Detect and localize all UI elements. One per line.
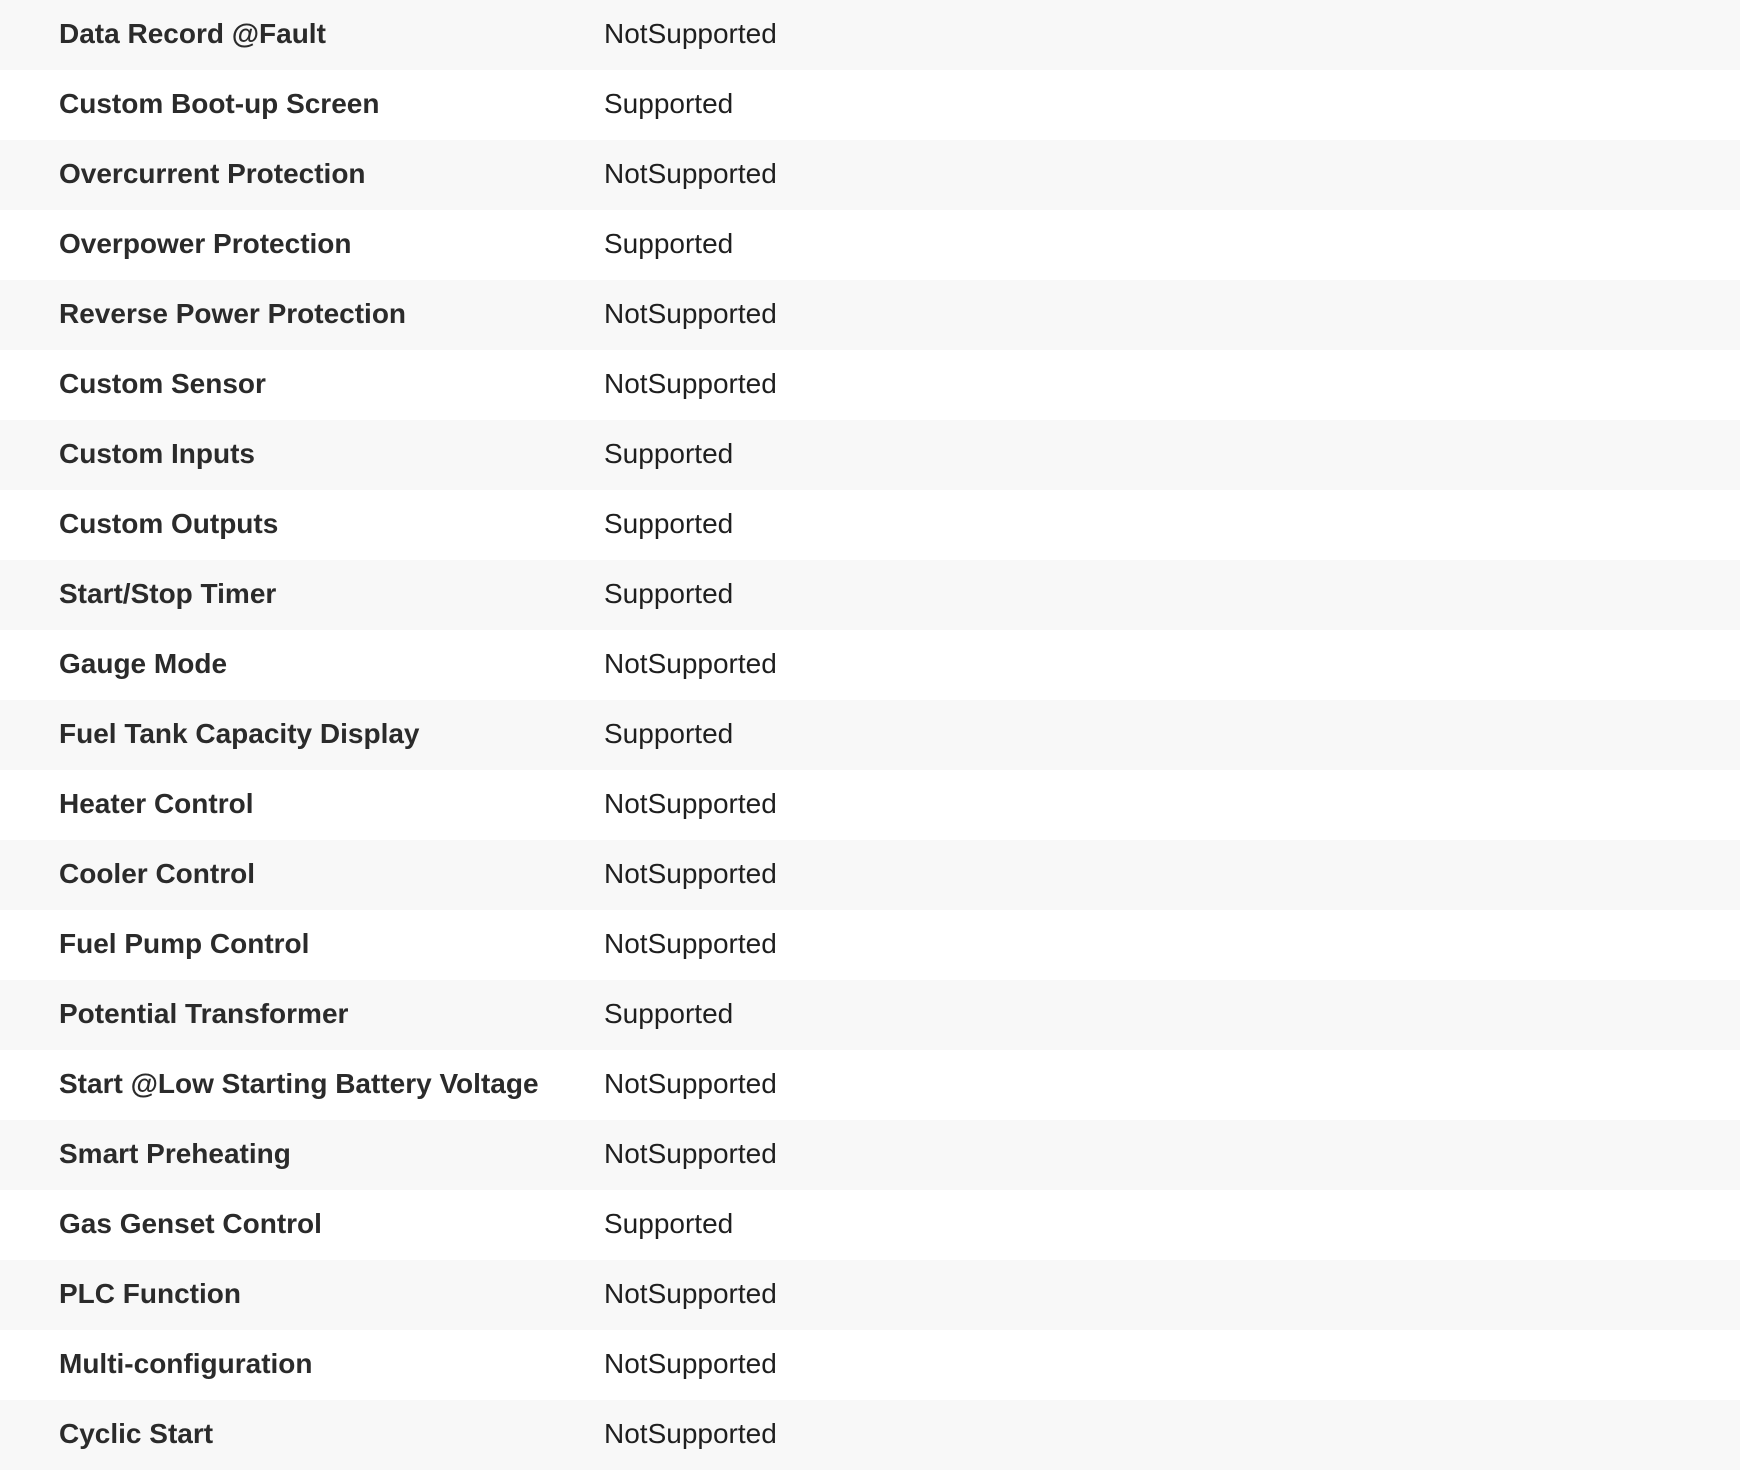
feature-name: Heater Control [59,788,254,819]
feature-name-cell [0,560,604,630]
table-row [0,1400,1740,1470]
feature-name-cell [0,210,604,280]
feature-status-cell [604,420,1740,490]
feature-status: Supported [604,228,734,259]
feature-status-cell [604,700,1740,770]
feature-name-cell [0,980,604,1050]
feature-name-cell [0,910,604,980]
feature-status-cell [604,840,1740,910]
feature-name: Overpower Protection [59,228,352,259]
feature-status-cell [604,140,1740,210]
feature-status: Supported [604,508,734,539]
table-row [0,210,1740,280]
feature-name-cell [0,490,604,560]
table-row [0,1120,1740,1190]
feature-name: Cooler Control [59,858,255,889]
feature-name: Data Record @Fault [59,18,326,49]
feature-status-cell [604,910,1740,980]
feature-status: NotSupported [604,368,777,399]
feature-status-cell [604,1260,1740,1330]
table-row [0,0,1740,70]
feature-name: Fuel Tank Capacity Display [59,718,420,749]
feature-status-cell [604,280,1740,350]
table-row [0,910,1740,980]
table-row [0,980,1740,1050]
feature-status-cell [604,490,1740,560]
feature-status: NotSupported [604,1348,777,1379]
feature-status-cell [604,0,1740,70]
feature-name: Reverse Power Protection [59,298,407,329]
feature-name-cell [0,700,604,770]
feature-name-cell [0,1260,604,1330]
feature-status: NotSupported [604,1278,777,1309]
feature-name-cell [0,840,604,910]
table-row [0,1050,1740,1120]
table-row [0,350,1740,420]
table-row [0,1260,1740,1330]
table-row [0,630,1740,700]
feature-status-cell [604,1400,1740,1470]
table-row [0,840,1740,910]
feature-name: Gauge Mode [59,648,228,679]
feature-name-cell [0,630,604,700]
feature-name-cell [0,770,604,840]
feature-status: NotSupported [604,158,777,189]
feature-status: NotSupported [604,928,777,959]
feature-name: PLC Function [59,1278,241,1309]
table-row [0,700,1740,770]
feature-status-cell [604,980,1740,1050]
table-row [0,280,1740,350]
feature-status-cell [604,70,1740,140]
feature-name-cell [0,350,604,420]
feature-name: Potential Transformer [59,998,349,1029]
feature-name-cell [0,1120,604,1190]
feature-status-cell [604,560,1740,630]
table-row [0,490,1740,560]
table-row [0,560,1740,630]
feature-name-cell [0,1050,604,1120]
feature-name: Fuel Pump Control [59,928,310,959]
feature-status-cell [604,770,1740,840]
feature-status-cell [604,210,1740,280]
feature-status-cell [604,350,1740,420]
feature-status: Supported [604,718,734,749]
table-row [0,420,1740,490]
feature-status: NotSupported [604,18,777,49]
feature-name: Overcurrent Protection [59,158,366,189]
feature-name: Gas Genset Control [59,1208,322,1239]
feature-name-cell [0,70,604,140]
feature-status-cell [604,1050,1740,1120]
feature-name: Custom Inputs [59,438,255,469]
feature-status: NotSupported [604,1138,777,1169]
feature-status-cell [604,630,1740,700]
feature-name: Start/Stop Timer [59,578,277,609]
feature-status: NotSupported [604,788,777,819]
feature-name: Cyclic Start [59,1418,214,1449]
feature-name: Custom Boot-up Screen [59,88,380,119]
feature-status: NotSupported [604,1418,777,1449]
feature-name: Custom Sensor [59,368,266,399]
table-row [0,140,1740,210]
feature-status-cell [604,1330,1740,1400]
feature-name-cell [0,140,604,210]
feature-status: NotSupported [604,648,777,679]
feature-status: NotSupported [604,858,777,889]
feature-name: Smart Preheating [59,1138,291,1169]
feature-name-cell [0,420,604,490]
feature-status: Supported [604,998,734,1029]
feature-status: NotSupported [604,1068,777,1099]
feature-name-cell [0,0,604,70]
feature-name: Custom Outputs [59,508,279,539]
table-row [0,1190,1740,1260]
table-row [0,770,1740,840]
feature-status-cell [604,1190,1740,1260]
feature-name-cell [0,280,604,350]
feature-status-cell [604,1120,1740,1190]
feature-name-cell [0,1190,604,1260]
table-row [0,70,1740,140]
feature-status: Supported [604,438,734,469]
feature-name-cell [0,1330,604,1400]
feature-status: Supported [604,578,734,609]
table-row [0,1330,1740,1400]
feature-name: Start @Low Starting Battery Voltage [59,1068,539,1099]
feature-status: Supported [604,88,734,119]
feature-name-cell [0,1400,604,1470]
feature-status: NotSupported [604,298,777,329]
feature-name: Multi-configuration [59,1348,313,1379]
feature-status: Supported [604,1208,734,1239]
